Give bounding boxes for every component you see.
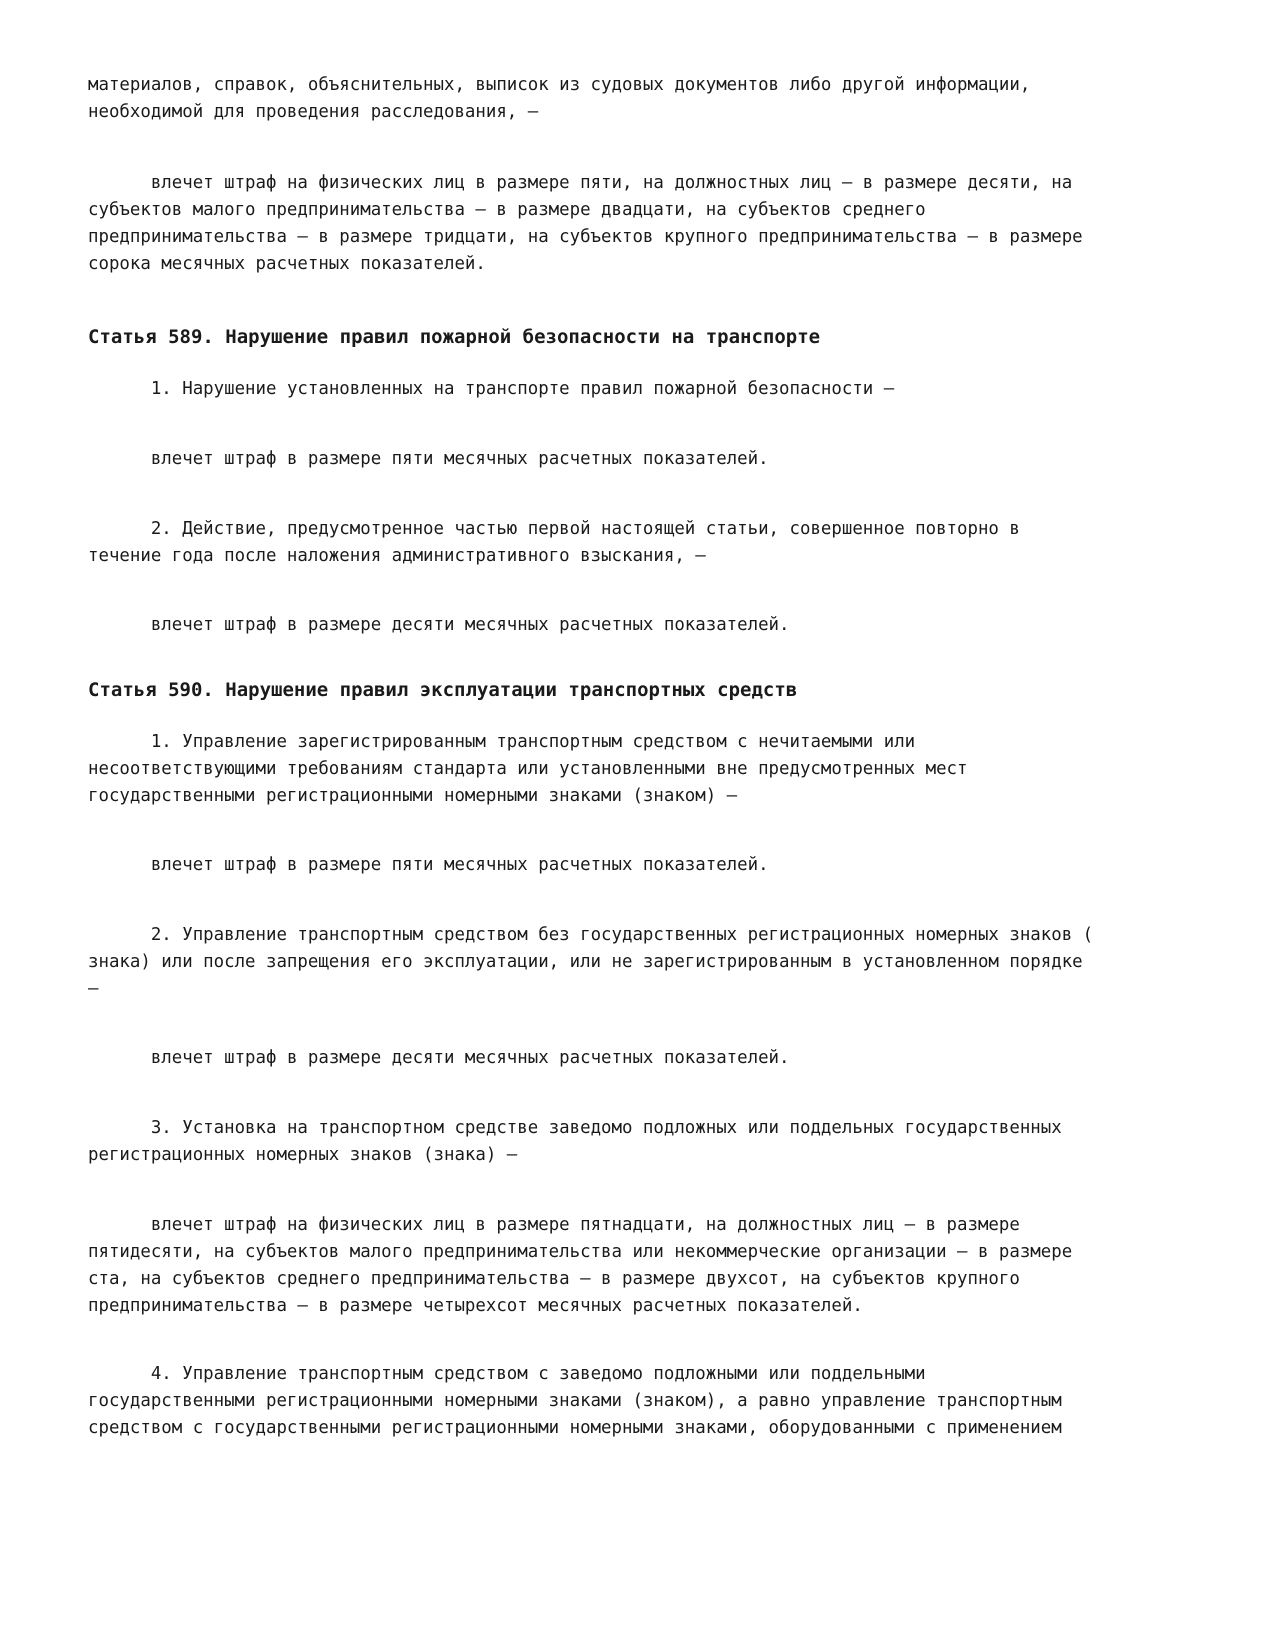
article-589-heading: Статья 589. Нарушение правил пожарной безопасности на транспорте (88, 326, 821, 348)
paragraph: 4. Управление транспортным средством с заведомо подложными или поддельными государственными регистрационными номерными знаками (знаком), а равно управление транспортным средством с государственными регистрационными номерными знаками, оборудованными с применением (88, 1364, 1062, 1438)
article-590-heading: Статья 590. Нарушение правил эксплуатации транспортных средств (88, 679, 798, 701)
paragraph: 1. Управление зарегистрированным транспортным средством с нечитаемыми или несоответствующими требованиям стандарта или установленными вне предусмотренных мест государственными регистрационными номерными знаками (знаком) – (88, 732, 968, 806)
paragraph: влечет штраф в размере десяти месячных расчетных показателей. (88, 1048, 790, 1068)
paragraph: влечет штраф на физических лиц в размере пяти, на должностных лиц – в размере десяти, на субъектов малого предпринимательства – в размере двадцати, на субъектов среднего предпринимательства – в размере тридцати, на субъектов крупного предпринимательства – в размере сорока месячных расчетных показателей. (88, 173, 1083, 274)
paragraph: влечет штраф в размере пяти месячных расчетных показателей. (88, 855, 769, 875)
paragraph: 2. Управление транспортным средством без государственных регистрационных номерных знаков ( знака) или после запрещения его эксплуатации, или не зарегистрированным в установленном порядке – (88, 925, 1094, 999)
paragraph: материалов, справок, объяснительных, выписок из судовых документов либо другой информации, необходимой для проведения расследования, – (88, 75, 1031, 122)
paragraph: влечет штраф в размере пяти месячных расчетных показателей. (88, 449, 769, 469)
paragraph: влечет штраф в размере десяти месячных расчетных показателей. (88, 615, 790, 635)
paragraph: влечет штраф на физических лиц в размере пятнадцати, на должностных лиц – в размере пятидесяти, на субъектов малого предпринимательства или некоммерческие организации – в размере ста, на субъектов среднего предпринимательства – в размере двухсот, на субъектов крупного предпринимательства – в размере четырехсот месячных расчетных показателей. (88, 1215, 1073, 1316)
paragraph: 3. Установка на транспортном средстве заведомо подложных или поддельных государственных регистрационных номерных знаков (знака) – (88, 1118, 1062, 1165)
paragraph: 1. Нарушение установленных на транспорте правил пожарной безопасности – (88, 379, 895, 399)
paragraph: 2. Действие, предусмотренное частью первой настоящей статьи, совершенное повторно в течение года после наложения административного взыскания, – (88, 519, 1020, 566)
